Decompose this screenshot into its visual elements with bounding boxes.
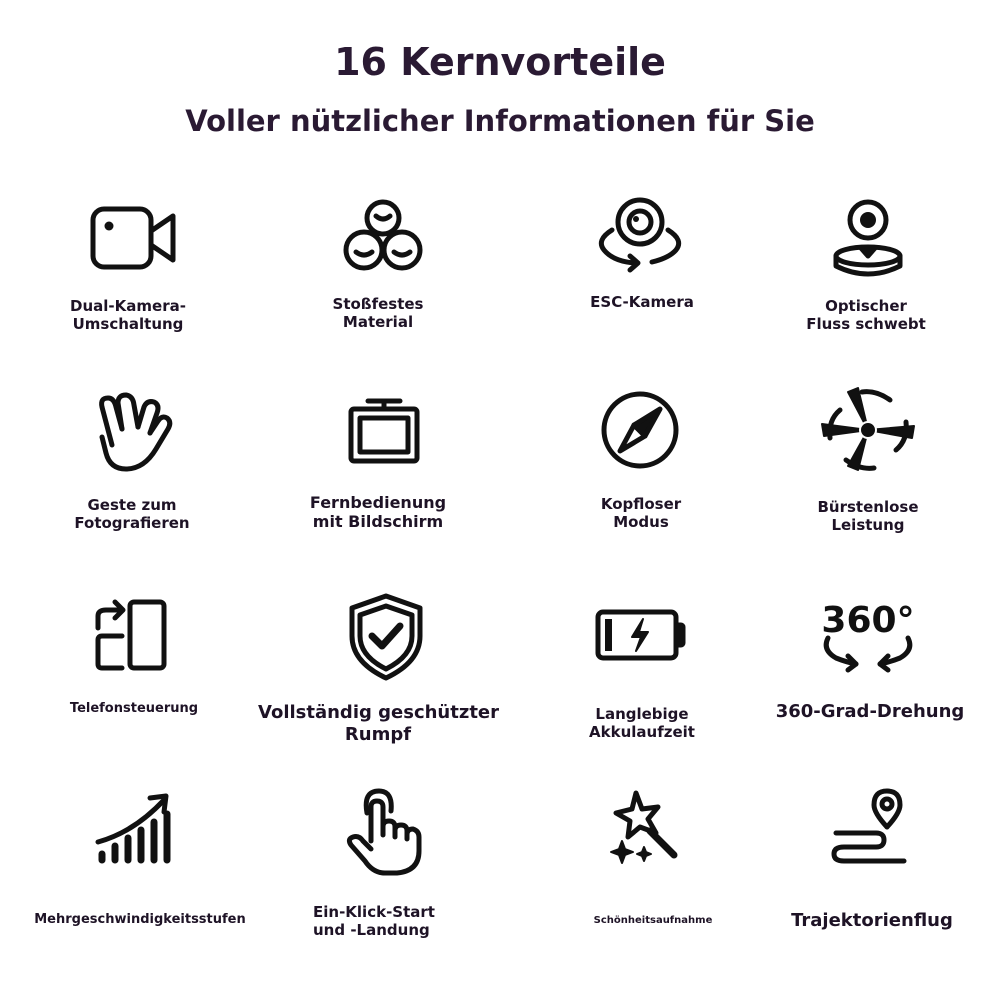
page-title: 16 Kernvorteile [334,40,666,84]
feature-label-battery-life: Langlebige Akkulaufzeit [589,705,695,741]
feature-label-gesture-photo: Geste zum Fotografieren [74,496,190,532]
feature-label-headless-mode: Kopfloser Modus [600,495,682,531]
feature-label-360-rotation: 360-Grad-Drehung [775,701,965,722]
tap-finger-icon [333,785,433,885]
page-subtitle: Voller nützlicher Informationen für Sie [185,104,815,138]
feature-label-brushless: Bürstenlose Leistung [817,498,919,534]
feature-label-protected-hull: Vollständig geschützter Rumpf [258,702,500,745]
compass-icon [590,380,690,480]
feature-label-esc-camera: ESC-Kamera [590,293,694,311]
rotate-360-icon [818,588,918,688]
optical-flow-icon [818,190,918,290]
speed-bars-icon [84,788,184,888]
feature-label-optical-flow: Optischer Fluss schwebt [806,297,926,333]
feature-label-dual-camera: Dual-Kamera- Umschaltung [70,297,186,333]
battery-icon [590,585,690,685]
rotate-360-text: 360° [821,600,915,641]
phone-rotate-icon [84,588,184,688]
remote-screen-icon [334,385,434,485]
feature-label-remote-screen: Fernbedienung mit Bildschirm [309,493,447,532]
shield-check-icon [336,588,436,688]
feature-label-one-click: Ein-Klick-Start und -Landung [313,903,435,939]
hand-gesture-icon [84,385,184,485]
feature-label-trajectory: Trajektorienflug [791,910,953,931]
video-camera-icon [84,188,184,288]
feature-label-shockproof: Stoßfestes Material [332,295,424,331]
rotating-camera-icon [590,188,690,288]
magic-wand-icon [598,785,698,885]
motor-fan-icon [818,380,918,480]
feature-label-speed-levels: Mehrgeschwindigkeitsstufen [34,912,246,927]
feature-label-phone-control: Telefonsteuerung [69,701,199,716]
bubbles-icon [333,188,433,288]
feature-label-beauty-shot: Schönheitsaufnahme [593,915,713,926]
route-pin-icon [820,785,920,885]
